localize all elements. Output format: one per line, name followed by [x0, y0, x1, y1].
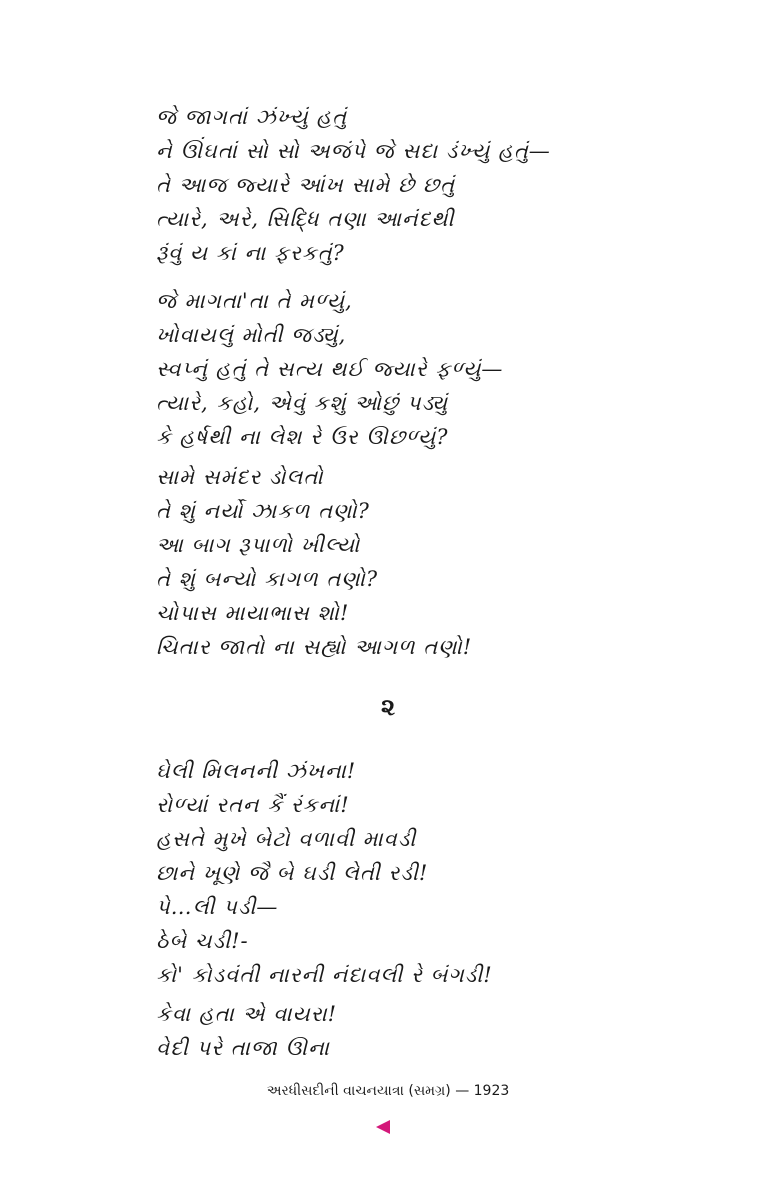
- poem-line: હસતે મુખે બેટો વળાવી માવડી: [156, 827, 417, 851]
- poem-line: ચોપાસ માયાભાસ શો!: [156, 601, 350, 625]
- stanza-5: [156, 997, 716, 1065]
- poem-line: જે માગતા'તા તે મળ્યું,: [156, 289, 353, 313]
- poem-line: કો' કોડવંતી નારની નંદાવલી રે બંગડી!: [156, 963, 493, 987]
- poem-line: ત્યારે, કહો, એવું કશું ઓછું પડ્યું: [156, 391, 449, 415]
- poem-line: તે શું નર્યો ઝાકળ તણો?: [156, 499, 370, 523]
- stanza-2: [156, 284, 716, 454]
- poem-line: ખોવાયલું મોતી જડ્યું,: [156, 323, 347, 347]
- poem-line: કેવા હતા એ વાયરા!: [156, 1002, 338, 1026]
- stanza-1: [156, 100, 716, 270]
- book-title: અરધીસદીની વાચનયાત્રા (સમગ્ર): [266, 1083, 451, 1099]
- stanza-3: [156, 460, 716, 664]
- poem-line: તે આજ જ્યારે આંખ સામે છે છતું: [156, 173, 456, 197]
- poem-line: ને ઊંઘતાં સો સો અજંપે જે સદા ડંખ્યું હતું—: [156, 139, 551, 163]
- poem-line: સ્વપ્નું હતું તે સત્ય થઈ જ્યારે ફળ્યું—: [156, 357, 504, 381]
- stanza-4: [156, 754, 716, 992]
- poem-line: ચિતાર જાતો ના સહ્યો આગળ તણો!: [156, 635, 473, 659]
- section-number: ૨: [380, 692, 396, 721]
- poem-line: કે હર્ષથી ના લેશ રે ઉર ઊછળ્યું?: [156, 425, 449, 449]
- page-number: 1923: [473, 1083, 510, 1099]
- footer-separator: —: [455, 1083, 470, 1099]
- poem-line: ત્યારે, અરે, સિદ્ધિ તણા આનંદથી: [156, 207, 455, 231]
- page-footer: [0, 1080, 776, 1102]
- poem-line: જે જાગતાં ઝંખ્યું હતું: [156, 105, 348, 129]
- poem-line: સામે સમંદર ડોલતો: [156, 465, 324, 489]
- poem-line: તે શું બન્યો કાગળ તણો?: [156, 567, 379, 591]
- poem-line: છાને ખૂણે જૈ બે ઘડી લેતી રડી!: [156, 861, 429, 885]
- poem-line: વેદી પરે તાજા ઊના: [156, 1036, 330, 1060]
- poem-line: આ બાગ રૂપાળો ખીલ્યો: [156, 533, 361, 557]
- poem-line: રોળ્યાં રતન કૈં રંકનાં!: [156, 793, 350, 817]
- triangle-left-icon[interactable]: [376, 1120, 390, 1134]
- poem-line: ઠેબે ચડી!-: [156, 929, 249, 953]
- poem-line: રૂંવું ય કાં ના ફરકતું?: [156, 241, 345, 265]
- poem-line: પે…લી પડી—: [156, 895, 279, 919]
- poem-line: ઘેલી મિલનની ઝંખના!: [156, 759, 357, 783]
